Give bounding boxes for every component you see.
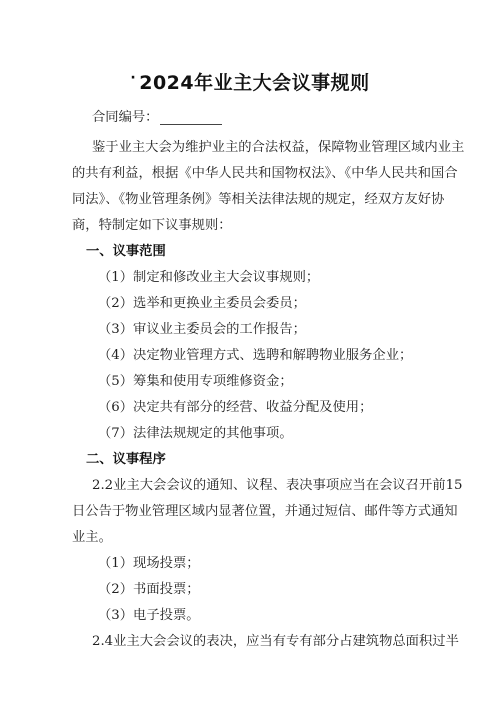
list-item: （2）选举和更换业主委员会委员；	[98, 296, 306, 311]
preamble-line: 同法》、《物业管理条例》等相关法律法规的规定，经双方友好协	[72, 192, 445, 207]
list-item: （3）审议业主委员会的工作报告；	[98, 322, 306, 337]
title-marker: ·	[130, 69, 137, 86]
document-title	[0, 68, 500, 95]
paragraph-line: 2.2业主大会会议的通知、议程、表决事项应当在会议召开前15	[92, 478, 463, 493]
contract-number-blank	[160, 112, 222, 125]
list-item: （5）筹集和使用专项维修资金；	[98, 374, 293, 389]
list-item: （6）决定共有部分的经营、收益分配及使用；	[98, 400, 373, 415]
list-item: （4）决定物业管理方式、选聘和解聘物业服务企业；	[98, 348, 413, 363]
preamble-line: 的共有利益，根据《中华人民共和国物权法》、《中华人民共和国合	[72, 166, 458, 181]
list-item: （1）现场投票；	[98, 556, 200, 571]
paragraph-line: 2.4业主大会会议的表决，应当有专有部分占建筑物总面积过半	[92, 634, 459, 649]
list-item: （1）制定和修改业主大会议事规则；	[98, 270, 320, 285]
list-item: （2）书面投票；	[98, 582, 200, 597]
contract-number-label: 合同编号：	[92, 110, 159, 125]
title-text: 2024年业主大会议事规则	[139, 72, 370, 94]
section-heading-procedure: 二、议事程序	[86, 452, 166, 467]
paragraph-line: 日公告于物业管理区域内显著位置，并通过短信、邮件等方式通知	[72, 504, 458, 519]
paragraph-line: 业主。	[72, 530, 112, 545]
section-heading-scope: 一、议事范围	[86, 244, 166, 259]
preamble-line: 鉴于业主大会为维护业主的合法权益，保障物业管理区域内业主	[92, 140, 465, 155]
list-item: （7）法律法规规定的其他事项。	[98, 426, 293, 441]
list-item: （3）电子投票。	[98, 608, 200, 623]
preamble-line: 商，特制定如下议事规则：	[72, 218, 232, 233]
contract-number-line	[92, 106, 222, 125]
